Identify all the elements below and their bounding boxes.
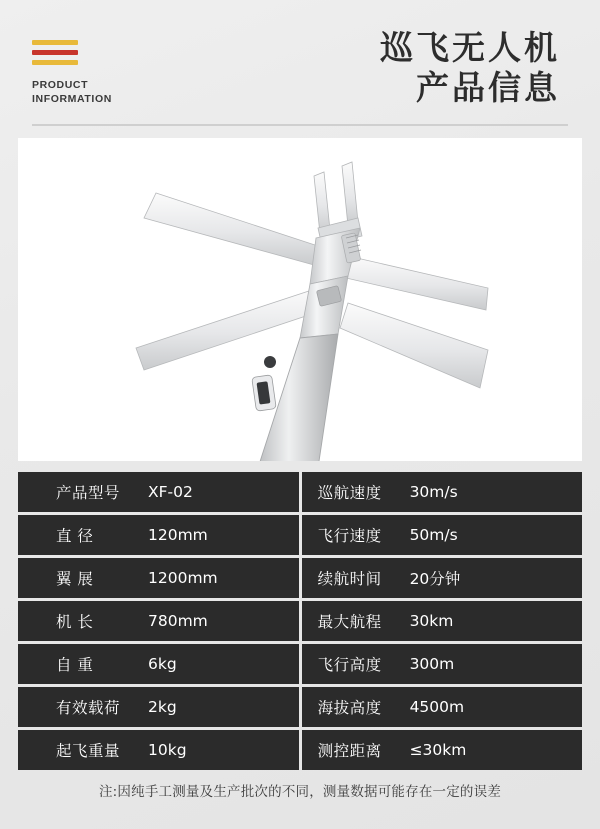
brand-bars-icon — [32, 40, 112, 65]
page-header — [18, 0, 582, 118]
table-row — [18, 644, 582, 684]
table-row — [18, 558, 582, 598]
spec-value: ≤30km — [409, 741, 467, 759]
spec-cell-wingspan — [18, 558, 299, 598]
spec-cell-flight-speed — [302, 515, 582, 555]
footnote: 注:因纯手工测量及生产批次的不同，测量数据可能存在一定的误差 — [98, 784, 502, 800]
spec-cell-diameter — [18, 515, 299, 555]
header-divider — [32, 124, 568, 126]
brand-line-1: PRODUCT — [32, 78, 89, 91]
spec-cell-weight — [18, 644, 299, 684]
uav-illustration — [18, 138, 582, 461]
spec-value: 10kg — [148, 741, 187, 759]
spec-label: 产品型号 — [56, 484, 121, 502]
spec-table — [18, 472, 582, 770]
table-row — [18, 730, 582, 770]
spec-value: 1200mm — [148, 569, 218, 587]
spec-label: 有效载荷 — [56, 699, 121, 717]
spec-value: 20分钟 — [409, 570, 461, 588]
spec-value: 30km — [409, 612, 454, 630]
spec-label: 测控距离 — [317, 742, 382, 760]
page-title-line-1: 巡飞无人机 — [380, 27, 560, 67]
spec-cell-max-range — [302, 601, 582, 641]
brand-bar-yellow-top — [32, 40, 78, 45]
spec-cell-model — [18, 472, 299, 512]
spec-cell-payload — [18, 687, 299, 727]
spec-label: 自 重 — [56, 656, 94, 674]
spec-cell-length — [18, 601, 299, 641]
spec-label: 直 径 — [56, 527, 94, 545]
spec-value: XF-02 — [148, 483, 193, 501]
spec-label: 续航时间 — [317, 570, 382, 588]
spec-label: 翼 展 — [56, 570, 94, 588]
brand-block — [32, 30, 112, 106]
spec-cell-cruise-speed — [302, 472, 582, 512]
spec-label: 巡航速度 — [317, 484, 382, 502]
table-row — [18, 687, 582, 727]
table-row — [18, 472, 582, 512]
product-photo — [18, 138, 582, 461]
spec-value: 2kg — [148, 698, 177, 716]
spec-value: 120mm — [148, 526, 208, 544]
table-row — [18, 601, 582, 641]
spec-value: 780mm — [148, 612, 208, 630]
spec-label: 飞行高度 — [317, 656, 382, 674]
spec-cell-endurance — [302, 558, 582, 598]
page-title — [380, 28, 568, 109]
spec-label: 飞行速度 — [317, 527, 382, 545]
table-row — [18, 515, 582, 555]
spec-value: 300m — [409, 655, 455, 673]
spec-label: 最大航程 — [317, 613, 382, 631]
spec-label: 机 长 — [56, 613, 94, 631]
spec-cell-flight-altitude — [302, 644, 582, 684]
spec-value: 4500m — [409, 698, 465, 716]
spec-cell-takeoff-weight — [18, 730, 299, 770]
spec-label: 海拔高度 — [317, 699, 382, 717]
brand-line-2: INFORMATION — [32, 93, 112, 105]
spec-value: 6kg — [148, 655, 177, 673]
brand-bar-yellow-bottom — [32, 60, 78, 65]
brand-text — [32, 78, 112, 106]
spec-value: 50m/s — [409, 526, 458, 544]
spec-cell-control-range — [302, 730, 582, 770]
spec-label: 起飞重量 — [56, 742, 121, 760]
spec-value: 30m/s — [409, 483, 458, 501]
spec-cell-service-ceiling — [302, 687, 582, 727]
brand-bar-red — [32, 50, 78, 55]
page-title-line-2: 产品信息 — [416, 68, 560, 107]
